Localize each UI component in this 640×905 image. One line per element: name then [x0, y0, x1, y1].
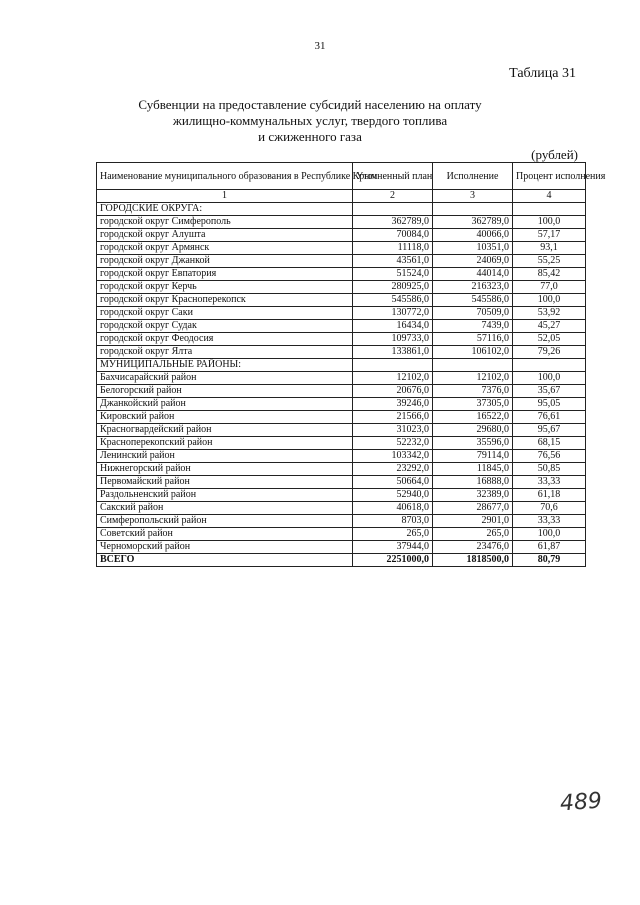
table-row	[97, 281, 586, 294]
row-percent: 55,25	[513, 255, 586, 268]
row-percent: 33,33	[513, 515, 586, 528]
table-row	[97, 398, 586, 411]
row-name: Бахчисарайский район	[97, 372, 353, 385]
row-execution: 7439,0	[433, 320, 513, 333]
column-number-row	[97, 190, 586, 203]
row-name: Ленинский район	[97, 450, 353, 463]
row-execution: 265,0	[433, 528, 513, 541]
table-row	[97, 476, 586, 489]
row-percent: 61,87	[513, 541, 586, 554]
section-title: МУНИЦИПАЛЬНЫЕ РАЙОНЫ:	[97, 359, 353, 372]
header-name: Наименование муниципального образования в Республике Крым	[97, 163, 353, 190]
row-name: Красногвардейский район	[97, 424, 353, 437]
row-plan: 23292,0	[353, 463, 433, 476]
row-execution: 44014,0	[433, 268, 513, 281]
column-number: 4	[513, 190, 586, 203]
row-plan: 51524,0	[353, 268, 433, 281]
title-line: жилищно-коммунальных услуг, твердого топлива	[172, 113, 448, 128]
row-name: Симферопольский район	[97, 515, 353, 528]
row-name: Нижнегорский район	[97, 463, 353, 476]
row-name: Раздольненский район	[97, 489, 353, 502]
table-row	[97, 424, 586, 437]
row-execution: 10351,0	[433, 242, 513, 255]
row-percent: 95,67	[513, 424, 586, 437]
row-percent: 93,1	[513, 242, 586, 255]
row-execution: 40066,0	[433, 229, 513, 242]
row-percent: 77,0	[513, 281, 586, 294]
header-row	[97, 163, 586, 190]
row-plan: 11118,0	[353, 242, 433, 255]
row-execution: 29680,0	[433, 424, 513, 437]
table-row	[97, 255, 586, 268]
row-execution: 37305,0	[433, 398, 513, 411]
row-name: городской округ Симферополь	[97, 216, 353, 229]
row-percent: 76,56	[513, 450, 586, 463]
row-execution: 79114,0	[433, 450, 513, 463]
row-percent: 85,42	[513, 268, 586, 281]
row-plan: 280925,0	[353, 281, 433, 294]
row-name: Джанкойский район	[97, 398, 353, 411]
row-name: Первомайский район	[97, 476, 353, 489]
table-row	[97, 502, 586, 515]
row-plan: 130772,0	[353, 307, 433, 320]
table-row	[97, 242, 586, 255]
units-label: (рублей)	[531, 147, 578, 162]
row-name: Черноморский район	[97, 541, 353, 554]
row-execution: 32389,0	[433, 489, 513, 502]
row-percent: 100,0	[513, 528, 586, 541]
row-execution: 1818500,0	[433, 554, 513, 567]
row-percent: 95,05	[513, 398, 586, 411]
table-row	[97, 541, 586, 554]
row-plan: 133861,0	[353, 346, 433, 359]
row-name: городской округ Ялта	[97, 346, 353, 359]
row-name: городской округ Красноперекопск	[97, 294, 353, 307]
row-name: Советский район	[97, 528, 353, 541]
row-percent: 100,0	[513, 294, 586, 307]
row-execution: 362789,0	[433, 216, 513, 229]
row-execution: 12102,0	[433, 372, 513, 385]
row-execution: 216323,0	[433, 281, 513, 294]
title-line: и сжиженного газа	[258, 129, 362, 144]
row-percent: 70,6	[513, 502, 586, 515]
section-header-row	[97, 359, 586, 372]
row-name: городской округ Армянск	[97, 242, 353, 255]
empty-cell	[353, 203, 433, 216]
row-percent: 100,0	[513, 372, 586, 385]
row-percent: 79,26	[513, 346, 586, 359]
row-name: городской округ Евпатория	[97, 268, 353, 281]
row-percent: 61,18	[513, 489, 586, 502]
row-name: городской округ Саки	[97, 307, 353, 320]
table-row	[97, 307, 586, 320]
table-row	[97, 411, 586, 424]
row-execution: 11845,0	[433, 463, 513, 476]
row-percent: 68,15	[513, 437, 586, 450]
row-execution: 16888,0	[433, 476, 513, 489]
row-plan: 70084,0	[353, 229, 433, 242]
row-execution: 106102,0	[433, 346, 513, 359]
page-number: 31	[314, 40, 326, 52]
table-title	[130, 97, 490, 145]
row-plan: 21566,0	[353, 411, 433, 424]
row-plan: 31023,0	[353, 424, 433, 437]
section-title: ГОРОДСКИЕ ОКРУГА:	[97, 203, 353, 216]
table-row	[97, 489, 586, 502]
section-header-row	[97, 203, 586, 216]
row-plan: 37944,0	[353, 541, 433, 554]
header-execution: Исполнение	[433, 163, 513, 190]
table-row	[97, 320, 586, 333]
row-execution: 57116,0	[433, 333, 513, 346]
row-execution: 70509,0	[433, 307, 513, 320]
row-execution: 16522,0	[433, 411, 513, 424]
table-row	[97, 450, 586, 463]
row-percent: 100,0	[513, 216, 586, 229]
table-row	[97, 385, 586, 398]
row-name: Красноперекопский район	[97, 437, 353, 450]
empty-cell	[433, 359, 513, 372]
column-number: 2	[353, 190, 433, 203]
empty-cell	[513, 203, 586, 216]
row-plan: 40618,0	[353, 502, 433, 515]
table-row	[97, 463, 586, 476]
header-plan: Уточненный план	[353, 163, 433, 190]
row-plan: 545586,0	[353, 294, 433, 307]
row-plan: 109733,0	[353, 333, 433, 346]
table-label: Таблица 31	[509, 66, 576, 81]
row-percent: 80,79	[513, 554, 586, 567]
row-plan: 43561,0	[353, 255, 433, 268]
row-plan: 2251000,0	[353, 554, 433, 567]
row-name: Кировский район	[97, 411, 353, 424]
row-percent: 52,05	[513, 333, 586, 346]
header-percent: Процент исполнения	[513, 163, 586, 190]
row-plan: 8703,0	[353, 515, 433, 528]
subsidy-table	[96, 162, 606, 567]
table-row	[97, 346, 586, 359]
row-execution: 23476,0	[433, 541, 513, 554]
table-row	[97, 268, 586, 281]
row-name: городской округ Феодосия	[97, 333, 353, 346]
table-row	[97, 216, 586, 229]
row-execution: 35596,0	[433, 437, 513, 450]
row-plan: 12102,0	[353, 372, 433, 385]
row-name: городской округ Керчь	[97, 281, 353, 294]
row-execution: 28677,0	[433, 502, 513, 515]
row-percent: 53,92	[513, 307, 586, 320]
empty-cell	[433, 203, 513, 216]
table-row	[97, 229, 586, 242]
table-row	[97, 372, 586, 385]
empty-cell	[353, 359, 433, 372]
row-percent: 50,85	[513, 463, 586, 476]
row-plan: 16434,0	[353, 320, 433, 333]
row-execution: 7376,0	[433, 385, 513, 398]
row-percent: 35,67	[513, 385, 586, 398]
row-percent: 57,17	[513, 229, 586, 242]
row-plan: 362789,0	[353, 216, 433, 229]
row-name: городской округ Судак	[97, 320, 353, 333]
column-number: 3	[433, 190, 513, 203]
row-name: Сакский район	[97, 502, 353, 515]
row-plan: 265,0	[353, 528, 433, 541]
row-percent: 45,27	[513, 320, 586, 333]
row-plan: 52940,0	[353, 489, 433, 502]
total-row	[97, 554, 586, 567]
row-execution: 24069,0	[433, 255, 513, 268]
row-name: ВСЕГО	[97, 554, 353, 567]
row-plan: 52232,0	[353, 437, 433, 450]
title-line: Субвенции на предоставление субсидий населению на оплату	[138, 97, 482, 112]
row-name: городской округ Алушта	[97, 229, 353, 242]
row-percent: 33,33	[513, 476, 586, 489]
table-row	[97, 333, 586, 346]
empty-cell	[513, 359, 586, 372]
row-name: Белогорский район	[97, 385, 353, 398]
table-row	[97, 528, 586, 541]
handwritten-page-number: 489	[559, 788, 603, 817]
table-row	[97, 515, 586, 528]
row-percent: 76,61	[513, 411, 586, 424]
row-plan: 103342,0	[353, 450, 433, 463]
row-plan: 39246,0	[353, 398, 433, 411]
column-number: 1	[97, 190, 353, 203]
table-row	[97, 437, 586, 450]
table-row	[97, 294, 586, 307]
row-plan: 50664,0	[353, 476, 433, 489]
row-execution: 2901,0	[433, 515, 513, 528]
row-execution: 545586,0	[433, 294, 513, 307]
row-plan: 20676,0	[353, 385, 433, 398]
row-name: городской округ Джанкой	[97, 255, 353, 268]
